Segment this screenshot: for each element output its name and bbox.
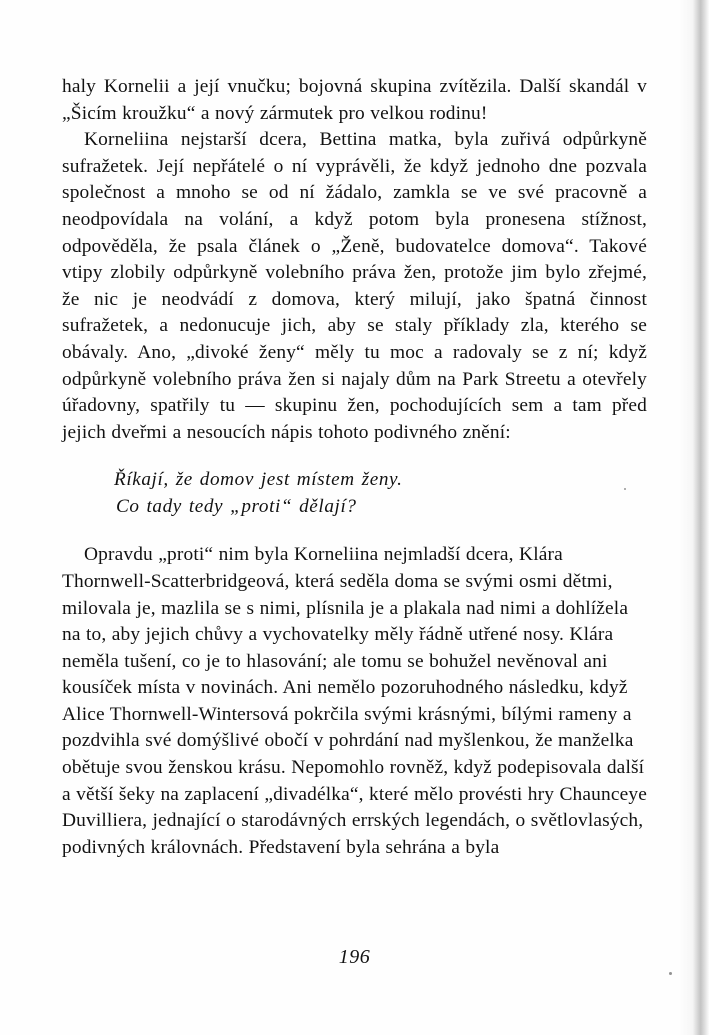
page-number: 196 xyxy=(338,946,371,968)
quote-line-2: Co tady tedy „proti“ dělají? xyxy=(116,496,357,518)
scan-speck xyxy=(669,972,672,975)
scan-gutter-shadow xyxy=(679,0,709,1035)
paragraph-2: Korneliina nejstarší dcera, Bettina matka, byla zuřivá odpůrkyně sufražetek. Její nepřátelé o ní vyprávěli, že když jednoho dne pozvala společnost a mnoho se od ní žádalo, zamkla se ve své pracovně a neodpovídala na volání, a když potom byla pronesena stížnost, odpověděla, že psala článek o „Ženě, budovatelce domova“. Takové vtipy zlobily odpůrkyně volebního práva žen, protože jim bylo zřejmé, že nic je neodvádí z domova, který milují, jako špatná činnost sufražetek, a nedonucuje jich, aby se staly příklady zla, kterého se obávaly. Ano, „divoké ženy“ měly tu moc a radovaly se z ní; když odpůrkyně volebního práva žen si najaly dům na Park Streetu a otevřely úřadovny, spatřily tu — skupinu žen, pochodujících sem a tam před jejich dveřmi a nesoucích nápis tohoto podivného znění: xyxy=(62,129,647,443)
text-column xyxy=(62,74,647,861)
inscription-quote xyxy=(62,446,647,542)
quote-line-1: Říkají, že domov jest místem ženy. xyxy=(114,469,403,491)
scan-speck-secondary xyxy=(624,488,626,490)
paragraph-1: haly Kornelii a její vnučku; bojovná skupina zvítězila. Další skandál v „Šicím kroužku“ a nový zármutek pro velkou rodinu! xyxy=(62,76,647,124)
paragraph-3: Opravdu „proti“ nim byla Korneliina nejmladší dcera, Klára Thornwell-Scatterbridgeová, která seděla doma se svými osmi dětmi, milovala je, mazlila se s nimi, plísnila je a plakala nad nimi a dohlížela na to, aby jejich chůvy a vychovatelky měly řádně utřené nosy. Klára neměla tušení, co je to hlasování; ale tomu se bohužel nevěnoval ani kousíček místa v novinách. Ani nemělo pozoruhodného následku, když Alice Thornwell-Wintersová pokrčila svými krásnými, bílými rameny a pozdvihla své domýšlivé obočí v pohrdání nad myšlenkou, že manželka obětuje svou ženskou krásu. Nepomohlo rovněž, když podepisovala další a větší šeky na zaplacení „divadélka“, které mělo provésti hry Chaunceye Duvilliera, jednající o starodávných errských legendách, o světlovlasých, podivných královnách. Představení byla sehrána a byla xyxy=(62,544,647,858)
